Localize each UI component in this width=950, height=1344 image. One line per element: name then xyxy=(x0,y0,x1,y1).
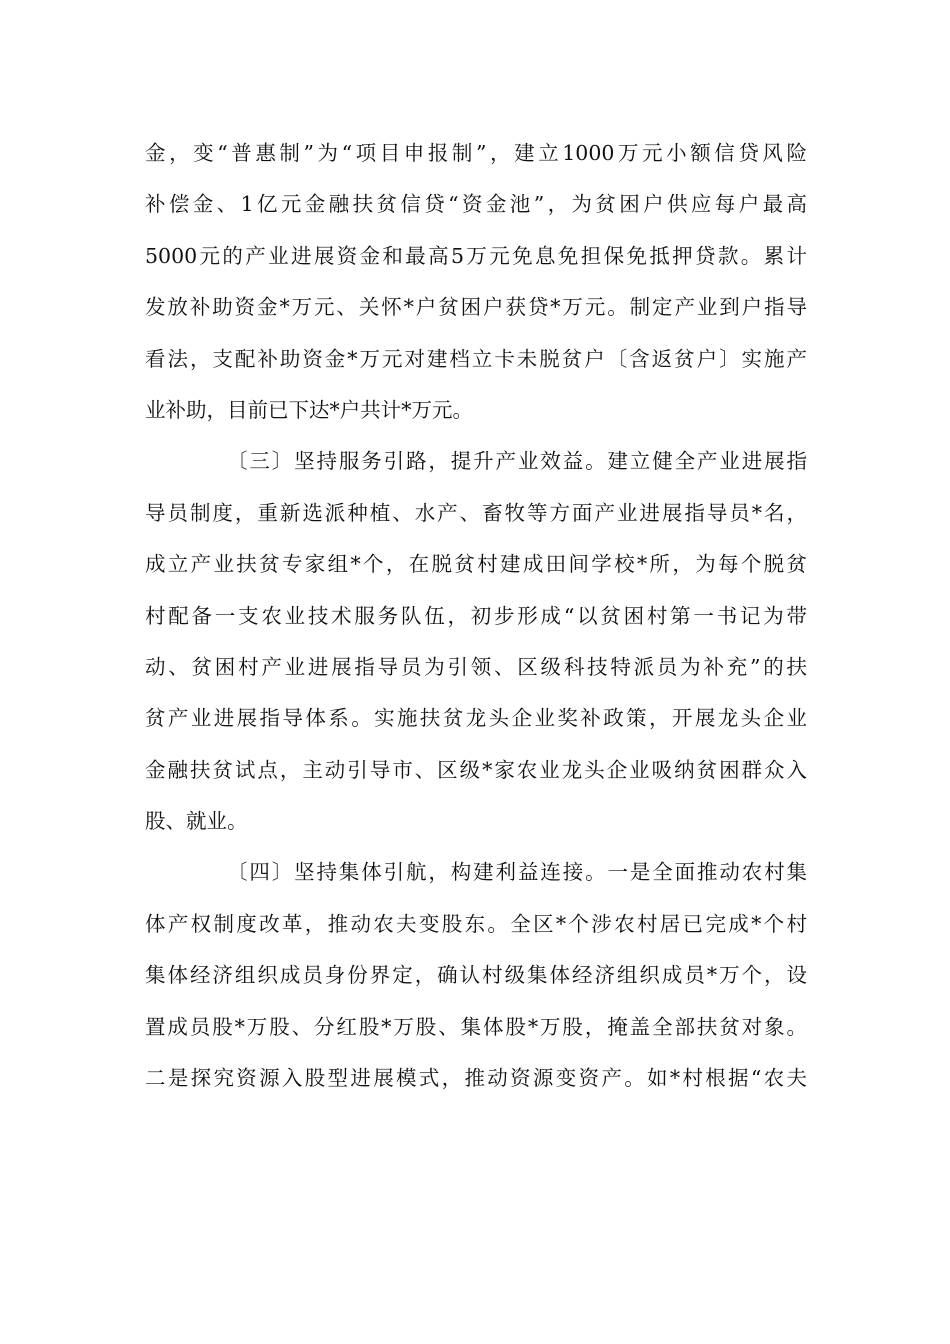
text-line: 5000元的产业进展资金和最高5万元免息免担保免抵押贷款。累计 xyxy=(145,243,807,268)
text-line: 〔三〕坚持服务引路，提升产业效益。建立健全产业进展指 xyxy=(227,449,807,474)
text-line: 补偿金、1亿元金融扶贫信贷“资金池”，为贫困户供应每户最高 xyxy=(145,192,807,217)
text-line: 村配备一支农业技术服务队伍，初步形成“以贫困村第一书记为带 xyxy=(145,603,807,628)
paragraph-3 xyxy=(145,847,807,1104)
text-line: 导员制度，重新选派种植、水产、畜牧等方面产业进展指导员*名， xyxy=(145,500,807,525)
text-line: 看法，支配补助资金*万元对建档立卡未脱贫户〔含返贫户〕实施产 xyxy=(145,346,807,371)
text-line: 二是探究资源入股型进展模式，推动资源变资产。如*村根据“农夫 xyxy=(145,1066,807,1091)
text-line: 集体经济组织成员身份界定，确认村级集体经济组织成员*万个，设 xyxy=(145,963,807,988)
text-line: 动、贫困村产业进展指导员为引领、区级科技特派员为补充”的扶 xyxy=(145,654,807,679)
text-line: 贫产业进展指导体系。实施扶贫龙头企业奖补政策，开展龙头企业 xyxy=(145,706,807,731)
text-line: 发放补助资金*万元、关怀*户贫困户获贷*万元。制定产业到户指导 xyxy=(145,295,807,320)
text-line: 业补助，目前已下达*户共计*万元。 xyxy=(145,397,473,422)
text-line: 体产权制度改革，推动农夫变股东。全区*个涉农村居已完成*个村 xyxy=(145,911,807,936)
paragraph-2 xyxy=(145,436,807,847)
text-line: 股、就业。 xyxy=(145,809,248,834)
text-line: 金，变“普惠制”为“项目申报制”，建立1000万元小额信贷风险 xyxy=(145,141,807,165)
text-line: 金融扶贫试点，主动引导市、区级*家农业龙头企业吸纳贫困群众入 xyxy=(145,757,807,782)
document-body xyxy=(145,128,807,1104)
text-line: 〔四〕坚持集体引航，构建利益连接。一是全面推动农村集 xyxy=(227,860,807,885)
text-line: 成立产业扶贫专家组*个，在脱贫村建成田间学校*所，为每个脱贫 xyxy=(145,552,807,577)
text-line: 置成员股*万股、分红股*万股、集体股*万股，掩盖全部扶贫对象。 xyxy=(145,1014,807,1039)
paragraph-1 xyxy=(145,128,807,436)
